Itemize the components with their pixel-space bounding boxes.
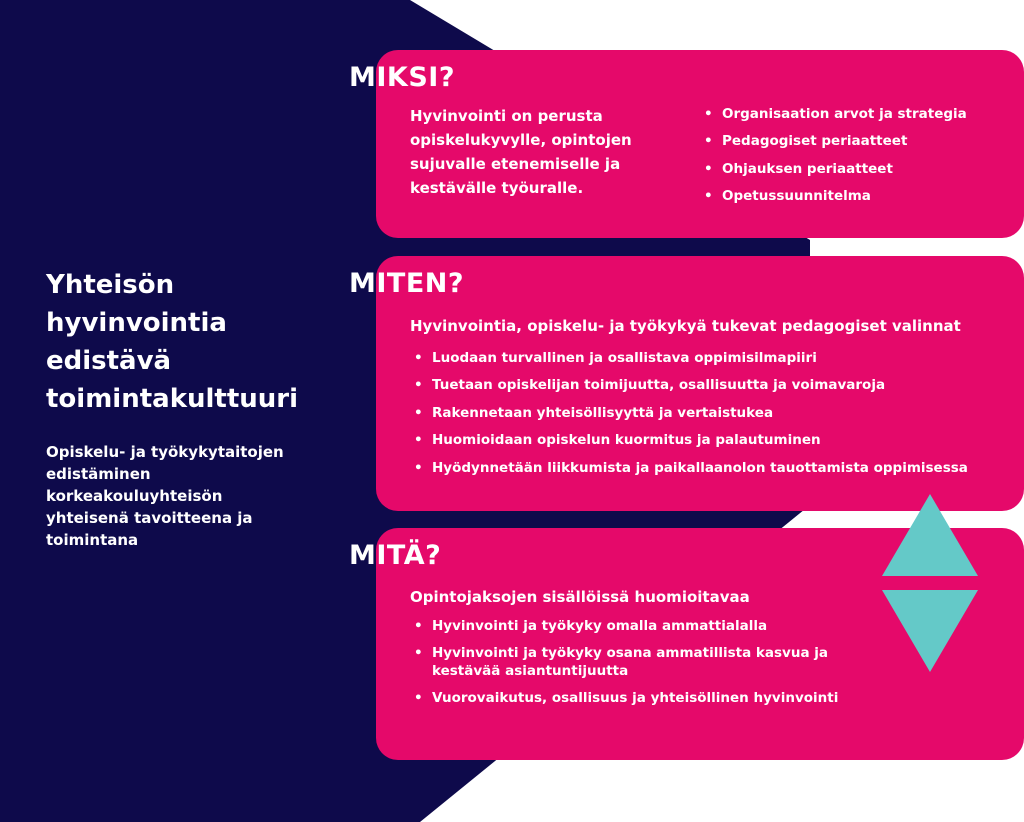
main-title: Yhteisön hyvinvointia edistävä toimintakulttuuri [46, 270, 299, 414]
main-subtitle: Opiskelu- ja työkykytaitojen edistäminen korkeakouluyhteisön yhteisenä tavoitteena ja toimintana [46, 443, 284, 549]
list-item: • Opetussuunnitelma [700, 187, 1000, 205]
list-item: • Organisaation arvot ja strategia [700, 105, 1000, 123]
mita-heading: MITÄ? [349, 540, 442, 571]
miksi-list [700, 105, 1000, 214]
miksi-lead-text: Hyvinvointi on perusta opiskelukyvylle, opintojen sujuvalle etenemiselle ja kestävälle työuralle. [410, 107, 632, 197]
list-item: • Vuorovaikutus, osallisuus ja yhteisöllinen hyvinvointi [410, 689, 850, 707]
miten-list [410, 349, 1010, 486]
miksi-heading: MIKSI? [349, 62, 455, 93]
list-item: • Luodaan turvallinen ja osallistava oppimisilmapiiri [410, 349, 1010, 367]
miten-subheading: Hyvinvointia, opiskelu- ja työkykyä tukevat pedagogiset valinnat [410, 317, 961, 335]
miten-heading: MITEN? [349, 268, 465, 299]
list-item: • Pedagogiset periaatteet [700, 132, 1000, 150]
arrow-down-icon [882, 590, 978, 672]
list-item: • Ohjauksen periaatteet [700, 160, 1000, 178]
mita-list [410, 617, 850, 716]
list-item: • Rakennetaan yhteisöllisyyttä ja vertaistukea [410, 404, 1010, 422]
list-item: • Hyvinvointi ja työkyky omalla ammattialalla [410, 617, 850, 635]
list-item: • Tuetaan opiskelijan toimijuutta, osallisuutta ja voimavaroja [410, 376, 1010, 394]
arrows-group [880, 494, 980, 674]
mita-subheading: Opintojaksojen sisällöissä huomioitavaa [410, 588, 750, 606]
arrow-up-icon [882, 494, 978, 576]
list-item: • Hyödynnetään liikkumista ja paikallaanolon tauottamista oppimisessa [410, 459, 1010, 477]
list-item: • Huomioidaan opiskelun kuormitus ja palautuminen [410, 431, 1010, 449]
list-item: • Hyvinvointi ja työkyky osana ammatillista kasvua ja kestävää asiantuntijuutta [410, 644, 850, 680]
